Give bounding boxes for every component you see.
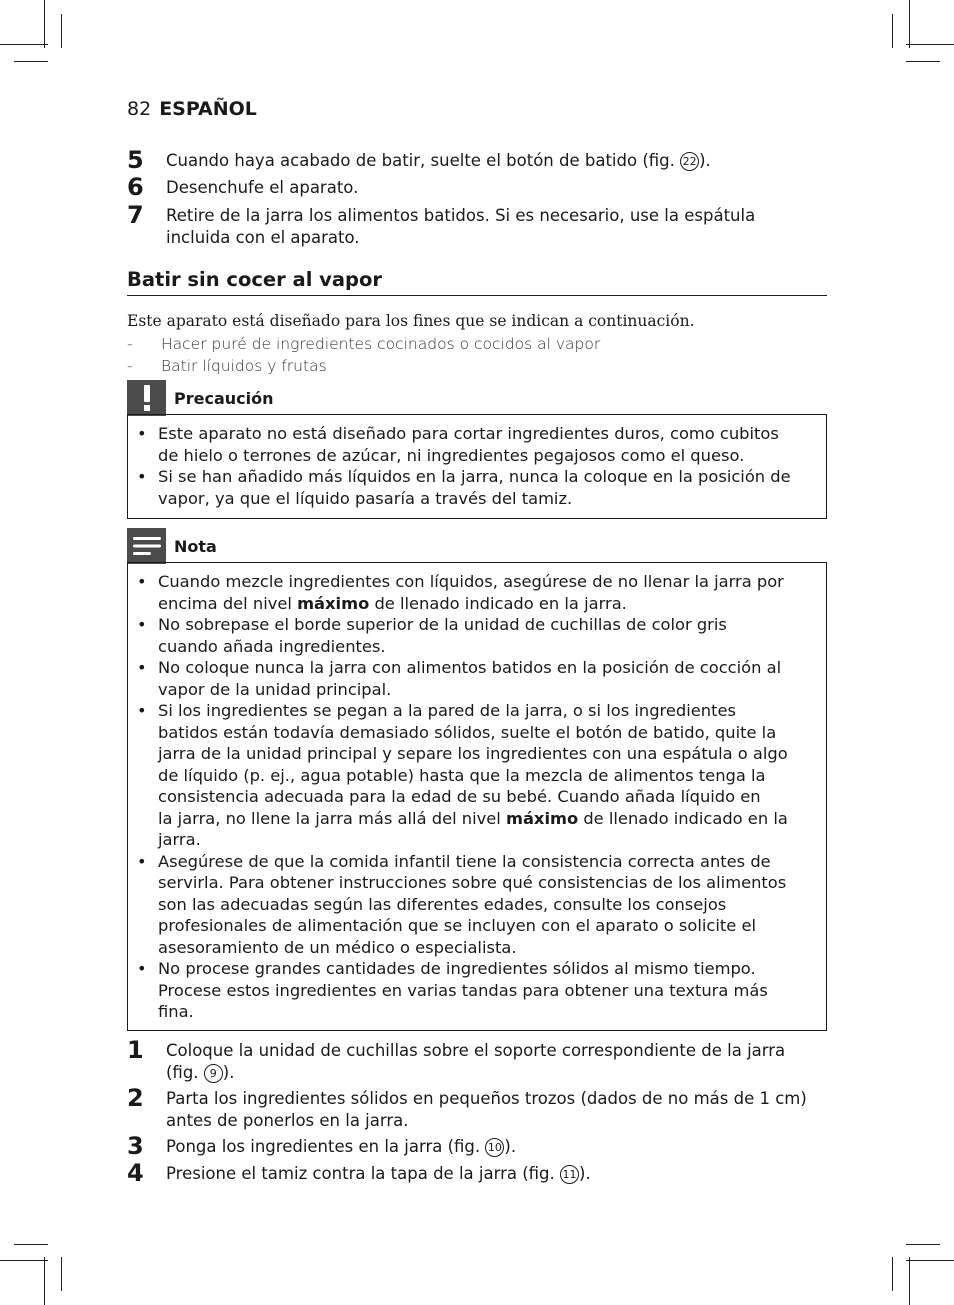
list-item: • Cuando mezcle ingredientes con líquidos, asegúrese de no llenar la jarra por encima del nivel máximo de llenado indicado en la jarra. [137, 572, 784, 613]
note-header [127, 528, 827, 564]
note-lines-icon [127, 528, 166, 564]
figure-ref: 10 [485, 1138, 504, 1157]
figure-ref: 11 [560, 1165, 579, 1184]
figure-ref: 22 [680, 152, 699, 171]
step-1: 1 Coloque la unidad de cuchillas sobre el soporte correspondiente de la jarra (fig. 9 ). [127, 1036, 786, 1082]
page-number: 82 [127, 98, 152, 120]
note-box [127, 562, 827, 1031]
list-item: - Hacer puré de ingredientes cocinados o cocidos al vapor [127, 335, 601, 353]
list-item: • Si los ingredientes se pegan a la pared de la jarra, o si los ingredientes batidos están todavía demasiado sólidos, suelte el botón de batido, quite la jarra de la unidad principal y separe los ingredientes con una espátula o algo de líquido (p. ej., agua potable) hasta que la mezcla de alimentos tenga la consistencia adecuada para la edad de su bebé. Cuando añada líquido en la jarra, no llene la jarra más allá del nivel máximo de llenado indicado en la jarra. [137, 701, 788, 849]
step-4: 4 Presione el tamiz contra la tapa de la jarra (fig. 11 ). [127, 1159, 591, 1187]
caution-label: Precaución [174, 389, 274, 408]
steps-top [127, 146, 827, 249]
list-item: • No coloque nunca la jarra con alimentos batidos en la posición de cocción al vapor de la unidad principal. [137, 658, 782, 699]
note-label: Nota [174, 537, 217, 556]
step-5: 5 Cuando haya acabado de batir, suelte el botón de batido (fig. 22 ). [127, 146, 711, 174]
figure-ref: 9 [204, 1064, 223, 1083]
uses-list [127, 333, 827, 377]
step-2: 2 Parta los ingredientes sólidos en pequeños trozos (dados de no más de 1 cm) antes de ponerlos en la jarra. [127, 1084, 807, 1130]
list-item: • Si se han añadido más líquidos en la jarra, nunca la coloque en la posición de vapor, ya que el líquido pasaría a través del tamiz. [137, 467, 791, 508]
steps-bottom [127, 1036, 827, 1187]
caution-box [127, 414, 827, 519]
list-item: - Batir líquidos y frutas [127, 357, 327, 375]
section-title: Batir sin cocer al vapor [127, 268, 827, 296]
section-intro: Este aparato está diseñado para los fines que se indican a continuación. [127, 312, 695, 330]
list-item: • No procese grandes cantidades de ingredientes sólidos al mismo tiempo. Procese estos ingredientes en varias tandas para obtener una textura más fina. [137, 959, 768, 1021]
step-6: 6 Desenchufe el aparato. [127, 173, 359, 201]
step-3: 3 Ponga los ingredientes en la jarra (fig. 10 ). [127, 1132, 517, 1160]
step-7: 7 Retire de la jarra los alimentos batidos. Si es necesario, use la espátula incluida con el aparato. [127, 201, 756, 247]
list-item: • Asegúrese de que la comida infantil tiene la consistencia correcta antes de servirla. Para obtener instrucciones sobre qué consistencias de los alimentos son las adecuadas según las diferentes edades, consulte los consejos profesionales de alimentación que se incluyen con el aparato o solicite el asesoramiento de un médico o especialista. [137, 851, 787, 957]
caution-header [127, 380, 827, 416]
exclamation-icon [127, 380, 166, 416]
list-item: • Este aparato no está diseñado para cortar ingredientes duros, como cubitos de hielo o terrones de azúcar, ni ingredientes pegajosos como el queso. [137, 424, 779, 465]
page-header [127, 98, 257, 120]
list-item: • No sobrepase el borde superior de la unidad de cuchillas de color gris cuando añada ingredientes. [137, 615, 727, 656]
page-language: ESPAÑOL [159, 98, 257, 120]
